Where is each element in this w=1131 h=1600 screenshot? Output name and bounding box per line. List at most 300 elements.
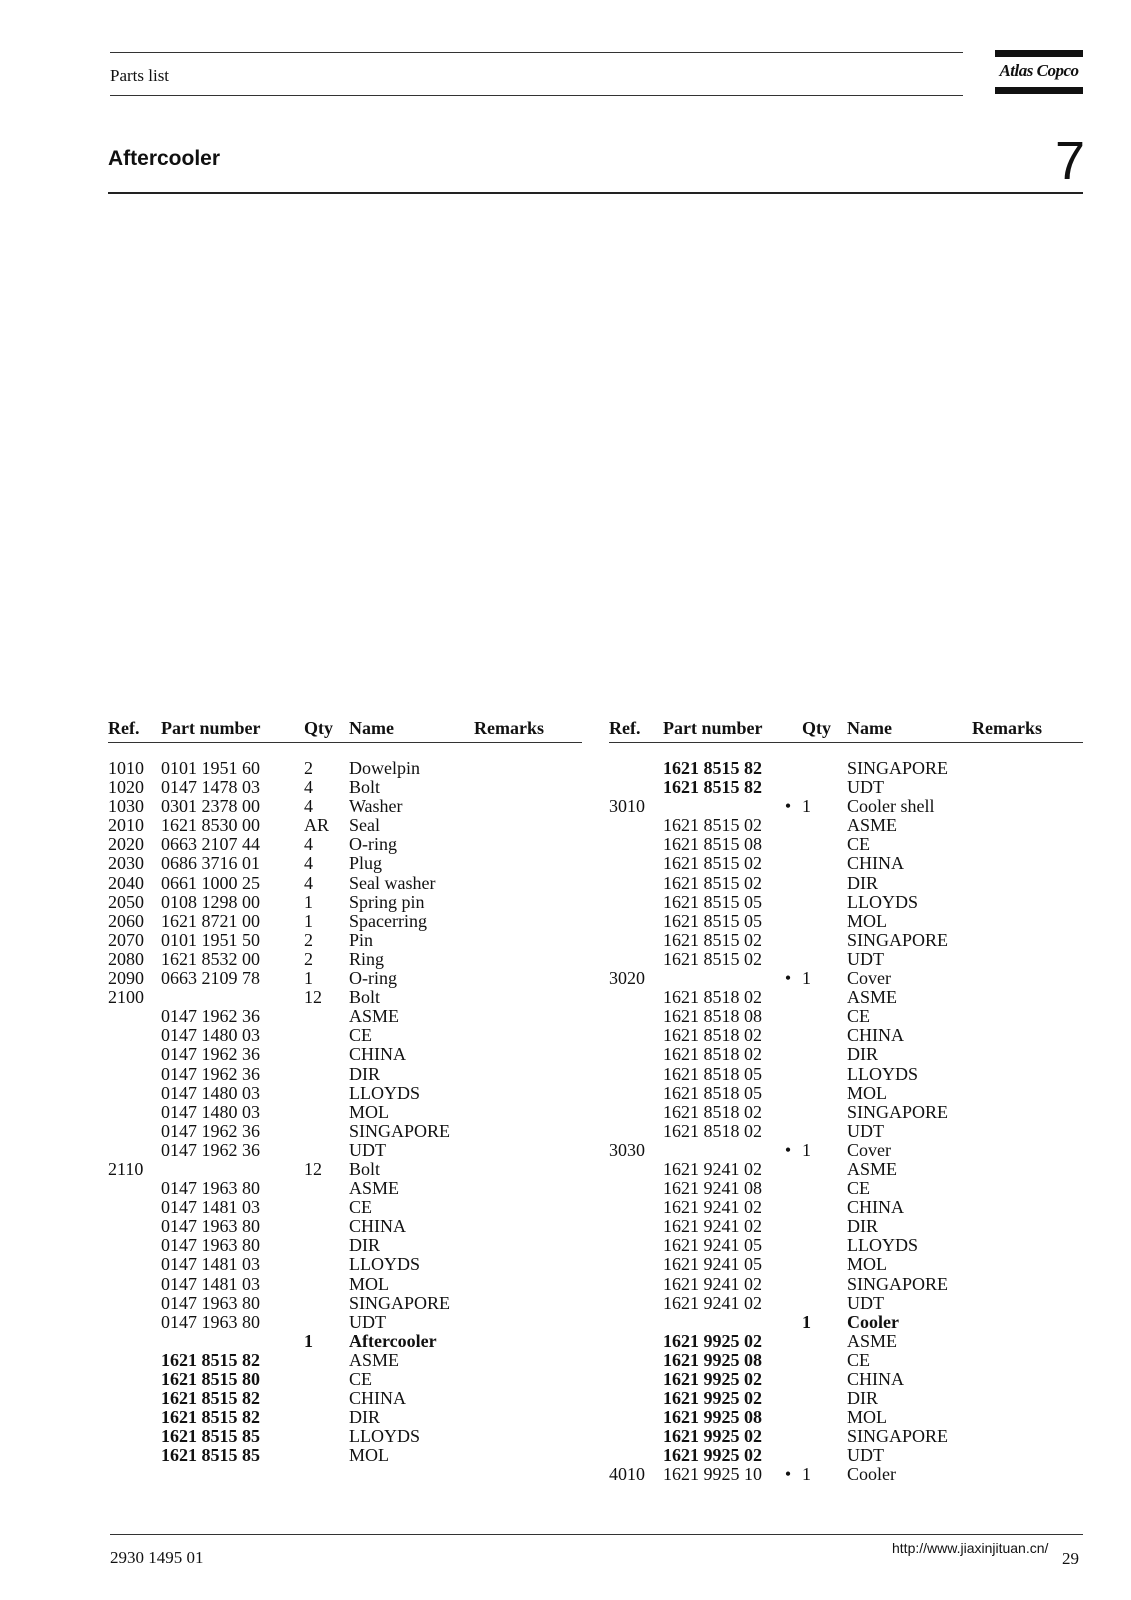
ref-cell bbox=[108, 1141, 161, 1160]
qty-cell bbox=[802, 759, 847, 778]
remarks-cell bbox=[972, 988, 1083, 1007]
ref-cell bbox=[609, 1160, 663, 1179]
ref-cell: 2030 bbox=[108, 853, 144, 874]
name-cell: CHINA bbox=[847, 1025, 904, 1046]
ref-cell bbox=[609, 1294, 663, 1313]
qty-cell bbox=[802, 1370, 847, 1389]
part-number-cell: 1621 8518 02 bbox=[663, 1025, 762, 1046]
part-number-cell: 1621 8518 05 bbox=[663, 1063, 762, 1084]
name-cell: CHINA bbox=[349, 1216, 406, 1237]
table-row bbox=[108, 1198, 582, 1217]
table-row bbox=[108, 797, 582, 816]
logo-top-bar bbox=[995, 50, 1083, 57]
table-row bbox=[609, 950, 1083, 969]
table-row bbox=[108, 1045, 582, 1064]
name-cell: LLOYDS bbox=[349, 1082, 420, 1103]
bullet-marker bbox=[774, 988, 802, 1007]
name-cell: MOL bbox=[349, 1101, 389, 1122]
table-row bbox=[108, 1408, 582, 1427]
name-cell: LLOYDS bbox=[847, 1235, 918, 1256]
table-row bbox=[609, 969, 1083, 988]
remarks-cell bbox=[474, 1427, 582, 1446]
remarks-cell bbox=[972, 1446, 1083, 1465]
table-row bbox=[609, 835, 1083, 854]
ref-cell bbox=[609, 1389, 663, 1408]
remarks-cell bbox=[474, 1045, 582, 1064]
qty-cell bbox=[304, 1084, 349, 1103]
col-header-qty: Qty bbox=[802, 718, 847, 743]
ref-cell bbox=[609, 1103, 663, 1122]
part-number-cell: 0147 1481 03 bbox=[161, 1273, 260, 1294]
table-row bbox=[108, 1122, 582, 1141]
name-cell: ASME bbox=[349, 1349, 400, 1370]
part-number-cell bbox=[663, 969, 774, 988]
remarks-cell bbox=[474, 1122, 582, 1141]
remarks-cell bbox=[972, 1026, 1083, 1045]
part-number-cell: 1621 8515 02 bbox=[663, 948, 762, 969]
part-number-cell: 1621 8518 05 bbox=[663, 1082, 762, 1103]
table-row bbox=[108, 1255, 582, 1274]
remarks-cell bbox=[474, 1198, 582, 1217]
qty-cell: 2 bbox=[304, 948, 313, 969]
ref-cell bbox=[108, 1294, 161, 1313]
table-row bbox=[108, 1275, 582, 1294]
col-header-ref: Ref. bbox=[108, 718, 161, 743]
col-header-remarks: Remarks bbox=[474, 718, 582, 743]
name-cell: ASME bbox=[847, 1330, 898, 1351]
name-cell: CHINA bbox=[349, 1044, 406, 1065]
remarks-cell bbox=[474, 797, 582, 816]
table-row bbox=[609, 1427, 1083, 1446]
part-number-cell: 1621 8515 82 bbox=[663, 777, 762, 798]
table-row bbox=[609, 1351, 1083, 1370]
name-cell: DIR bbox=[847, 872, 878, 893]
bullet-marker bbox=[774, 1408, 802, 1427]
qty-cell bbox=[304, 1408, 349, 1427]
remarks-cell bbox=[474, 1275, 582, 1294]
ref-cell: 2010 bbox=[108, 815, 144, 836]
table-row bbox=[609, 1408, 1083, 1427]
part-number-cell: 1621 8515 85 bbox=[161, 1445, 260, 1466]
qty-cell bbox=[802, 1236, 847, 1255]
name-cell: LLOYDS bbox=[349, 1254, 420, 1275]
name-cell: CE bbox=[847, 1178, 871, 1199]
qty-cell: 4 bbox=[304, 834, 313, 855]
remarks-cell bbox=[474, 988, 582, 1007]
table-row bbox=[108, 854, 582, 873]
ref-cell bbox=[609, 1255, 663, 1274]
table-row bbox=[609, 816, 1083, 835]
remarks-cell bbox=[972, 1313, 1083, 1332]
section-title-rule bbox=[108, 192, 1083, 194]
table-row bbox=[108, 1427, 582, 1446]
name-cell: ASME bbox=[349, 1178, 400, 1199]
name-cell: SINGAPORE bbox=[349, 1120, 451, 1141]
table-row bbox=[108, 778, 582, 797]
qty-cell: 1 bbox=[802, 1464, 811, 1485]
part-number-cell bbox=[663, 1141, 774, 1160]
qty-cell bbox=[802, 1122, 847, 1141]
table-row bbox=[108, 1179, 582, 1198]
qty-cell bbox=[304, 1103, 349, 1122]
part-number-cell: 1621 9925 02 bbox=[663, 1388, 762, 1409]
remarks-cell bbox=[972, 1141, 1083, 1160]
section-title: Aftercooler bbox=[108, 147, 221, 170]
ref-cell bbox=[609, 778, 663, 797]
name-cell: MOL bbox=[847, 1082, 887, 1103]
name-cell: MOL bbox=[847, 1254, 887, 1275]
ref-cell bbox=[609, 1198, 663, 1217]
table-row bbox=[108, 1103, 582, 1122]
remarks-cell bbox=[972, 931, 1083, 950]
ref-cell: 3020 bbox=[609, 968, 645, 989]
part-number-cell: 1621 9925 08 bbox=[663, 1349, 762, 1370]
bullet-marker bbox=[774, 1389, 802, 1408]
table-row bbox=[108, 988, 582, 1007]
bullet-marker bbox=[774, 1217, 802, 1236]
remarks-cell bbox=[972, 1045, 1083, 1064]
name-cell: CE bbox=[847, 1349, 871, 1370]
remarks-cell bbox=[474, 1103, 582, 1122]
qty-cell bbox=[802, 1084, 847, 1103]
qty-cell bbox=[304, 1065, 349, 1084]
ref-cell bbox=[609, 874, 663, 893]
ref-cell bbox=[108, 1179, 161, 1198]
name-cell: DIR bbox=[847, 1388, 878, 1409]
name-cell: Washer bbox=[349, 796, 403, 817]
table-row bbox=[108, 1389, 582, 1408]
bullet-marker: • bbox=[784, 968, 792, 989]
ref-cell bbox=[609, 912, 663, 931]
name-cell: CE bbox=[349, 1025, 373, 1046]
remarks-cell bbox=[972, 893, 1083, 912]
ref-cell bbox=[609, 1045, 663, 1064]
qty-cell bbox=[304, 1255, 349, 1274]
ref-cell bbox=[609, 835, 663, 854]
table-row bbox=[108, 1351, 582, 1370]
col-header-qty: Qty bbox=[304, 718, 349, 743]
table-row bbox=[609, 759, 1083, 778]
qty-cell bbox=[802, 1065, 847, 1084]
parts-table-right bbox=[609, 718, 1083, 1485]
table-row bbox=[609, 1332, 1083, 1351]
bullet-marker bbox=[774, 1446, 802, 1465]
qty-cell bbox=[802, 1045, 847, 1064]
remarks-cell bbox=[972, 1217, 1083, 1236]
bullet-marker bbox=[774, 1275, 802, 1294]
part-number-cell: 1621 8515 05 bbox=[663, 891, 762, 912]
bullet-marker bbox=[774, 1122, 802, 1141]
ref-cell: 4010 bbox=[609, 1464, 645, 1485]
header-top-rule bbox=[110, 52, 963, 53]
remarks-cell bbox=[972, 816, 1083, 835]
part-number-cell: 0147 1480 03 bbox=[161, 1025, 260, 1046]
name-cell: O-ring bbox=[349, 834, 397, 855]
name-cell: DIR bbox=[349, 1235, 380, 1256]
ref-cell bbox=[108, 1370, 161, 1389]
part-number-cell: 1621 9925 02 bbox=[663, 1445, 762, 1466]
name-cell: Spring pin bbox=[349, 891, 425, 912]
table-row bbox=[609, 1065, 1083, 1084]
ref-cell bbox=[609, 1179, 663, 1198]
qty-cell bbox=[802, 1332, 847, 1351]
name-cell: Plug bbox=[349, 853, 383, 874]
remarks-cell bbox=[972, 1198, 1083, 1217]
part-number-cell: 1621 9241 02 bbox=[663, 1292, 762, 1313]
part-number-cell: 0147 1962 36 bbox=[161, 1006, 260, 1027]
ref-cell bbox=[108, 1236, 161, 1255]
table-row bbox=[108, 912, 582, 931]
table-row bbox=[108, 1313, 582, 1332]
bullet-marker bbox=[774, 950, 802, 969]
name-cell: Spacerring bbox=[349, 910, 427, 931]
name-cell: SINGAPORE bbox=[847, 1273, 949, 1294]
table-row bbox=[108, 816, 582, 835]
name-cell: Pin bbox=[349, 929, 374, 950]
name-cell: ASME bbox=[847, 1158, 898, 1179]
name-cell: MOL bbox=[847, 910, 887, 931]
table-row bbox=[108, 1160, 582, 1179]
ref-cell bbox=[609, 759, 663, 778]
remarks-cell bbox=[474, 1179, 582, 1198]
ref-cell bbox=[108, 1217, 161, 1236]
ref-cell bbox=[609, 1332, 663, 1351]
qty-cell bbox=[802, 1389, 847, 1408]
table-row bbox=[108, 931, 582, 950]
qty-cell: 1 bbox=[802, 1311, 811, 1332]
part-number-cell: 1621 9241 02 bbox=[663, 1273, 762, 1294]
ref-cell bbox=[108, 1007, 161, 1026]
part-number-cell: 1621 8515 80 bbox=[161, 1369, 260, 1389]
part-number-cell bbox=[161, 988, 304, 1007]
remarks-cell bbox=[474, 1294, 582, 1313]
name-cell: Cover bbox=[847, 968, 891, 989]
name-cell: ASME bbox=[847, 815, 898, 836]
qty-cell bbox=[304, 1236, 349, 1255]
name-cell: LLOYDS bbox=[349, 1426, 420, 1447]
qty-cell bbox=[802, 931, 847, 950]
qty-cell bbox=[802, 778, 847, 797]
part-number-cell: 1621 9925 10 bbox=[663, 1464, 762, 1485]
header-label: Parts list bbox=[110, 66, 170, 85]
bullet-marker: • bbox=[784, 796, 792, 817]
qty-cell bbox=[304, 1007, 349, 1026]
ref-cell bbox=[108, 1408, 161, 1427]
name-cell: Aftercooler bbox=[349, 1330, 437, 1351]
name-cell: UDT bbox=[349, 1311, 386, 1332]
qty-cell bbox=[304, 1351, 349, 1370]
part-number-cell: 1621 8515 82 bbox=[663, 758, 762, 778]
qty-cell bbox=[304, 1217, 349, 1236]
table-row bbox=[609, 1236, 1083, 1255]
header-bottom-rule bbox=[110, 95, 963, 96]
name-cell: CE bbox=[349, 1197, 373, 1218]
bullet-marker bbox=[774, 1065, 802, 1084]
name-cell: SINGAPORE bbox=[349, 1292, 451, 1313]
remarks-cell bbox=[474, 1026, 582, 1045]
table-row bbox=[609, 1103, 1083, 1122]
bullet-marker bbox=[774, 1236, 802, 1255]
remarks-cell bbox=[972, 1465, 1083, 1484]
remarks-cell bbox=[474, 1160, 582, 1179]
remarks-cell bbox=[474, 969, 582, 988]
remarks-cell bbox=[474, 931, 582, 950]
table-row bbox=[108, 835, 582, 854]
table-row bbox=[108, 1026, 582, 1045]
bullet-marker bbox=[774, 1160, 802, 1179]
ref-cell bbox=[609, 988, 663, 1007]
table-row bbox=[108, 1370, 582, 1389]
table-row bbox=[609, 778, 1083, 797]
ref-cell bbox=[609, 1427, 663, 1446]
remarks-cell bbox=[474, 1446, 582, 1465]
remarks-cell bbox=[972, 1370, 1083, 1389]
qty-cell: 1 bbox=[802, 796, 811, 817]
part-number-cell bbox=[663, 1313, 774, 1332]
table-row bbox=[609, 893, 1083, 912]
table-row bbox=[609, 988, 1083, 1007]
name-cell: ASME bbox=[847, 987, 898, 1008]
bullet-marker bbox=[774, 1351, 802, 1370]
qty-cell bbox=[304, 1179, 349, 1198]
logo-bottom-bar bbox=[995, 87, 1083, 94]
bullet-marker bbox=[774, 1179, 802, 1198]
part-number-cell: 0147 1478 03 bbox=[161, 777, 260, 798]
part-number-cell: 0147 1481 03 bbox=[161, 1254, 260, 1275]
qty-cell bbox=[304, 1141, 349, 1160]
part-number-cell bbox=[663, 797, 774, 816]
part-number-cell: 0147 1963 80 bbox=[161, 1178, 260, 1199]
part-number-cell: 1621 9241 08 bbox=[663, 1178, 762, 1199]
footer-rule bbox=[110, 1534, 1083, 1535]
part-number-cell bbox=[161, 1160, 304, 1179]
qty-cell bbox=[802, 1351, 847, 1370]
table-header-row bbox=[108, 718, 582, 743]
table-row bbox=[609, 1275, 1083, 1294]
remarks-cell bbox=[474, 874, 582, 893]
col-header-part-number: Part number bbox=[161, 718, 304, 743]
qty-cell bbox=[802, 1217, 847, 1236]
part-number-cell: 1621 8515 02 bbox=[663, 853, 762, 874]
part-number-cell: 0108 1298 00 bbox=[161, 891, 260, 912]
part-number-cell bbox=[161, 1332, 304, 1351]
part-number-cell: 1621 8518 02 bbox=[663, 1120, 762, 1141]
remarks-cell bbox=[972, 1389, 1083, 1408]
bullet-marker bbox=[774, 1103, 802, 1122]
part-number-cell: 1621 9241 02 bbox=[663, 1158, 762, 1179]
ref-cell: 1020 bbox=[108, 777, 144, 798]
remarks-cell bbox=[972, 1255, 1083, 1274]
table-row bbox=[108, 874, 582, 893]
table-row bbox=[108, 1294, 582, 1313]
qty-cell bbox=[304, 1122, 349, 1141]
part-number-cell: 1621 8518 02 bbox=[663, 1044, 762, 1065]
part-number-cell: 1621 8515 05 bbox=[663, 910, 762, 931]
part-number-cell: 0147 1962 36 bbox=[161, 1044, 260, 1065]
name-cell: Seal washer bbox=[349, 872, 436, 893]
bullet-marker bbox=[774, 1294, 802, 1313]
ref-cell bbox=[609, 1026, 663, 1045]
remarks-cell bbox=[972, 969, 1083, 988]
ref-cell bbox=[609, 1408, 663, 1427]
name-cell: Ring bbox=[349, 948, 385, 969]
col-header-name: Name bbox=[349, 718, 474, 743]
remarks-cell bbox=[474, 835, 582, 854]
part-number-cell: 1621 9241 05 bbox=[663, 1235, 762, 1256]
col-header-part-number: Part number bbox=[663, 718, 802, 743]
name-cell: Cooler bbox=[847, 1464, 896, 1485]
remarks-cell bbox=[474, 950, 582, 969]
ref-cell bbox=[609, 816, 663, 835]
parts-table-left bbox=[108, 718, 582, 1465]
remarks-cell bbox=[972, 1236, 1083, 1255]
table-row bbox=[609, 931, 1083, 950]
remarks-cell bbox=[474, 1255, 582, 1274]
name-cell: MOL bbox=[349, 1445, 389, 1466]
qty-cell bbox=[304, 1198, 349, 1217]
qty-cell bbox=[304, 1275, 349, 1294]
name-cell: CE bbox=[847, 834, 871, 855]
table-header-row bbox=[609, 718, 1083, 743]
table-row bbox=[609, 797, 1083, 816]
qty-cell: AR bbox=[304, 815, 330, 836]
qty-cell bbox=[802, 1179, 847, 1198]
part-number-cell: 1621 8515 02 bbox=[663, 815, 762, 836]
name-cell: MOL bbox=[847, 1407, 887, 1428]
bullet-marker bbox=[774, 1007, 802, 1026]
name-cell: Bolt bbox=[349, 987, 381, 1008]
table-row bbox=[108, 1332, 582, 1351]
ref-cell: 1030 bbox=[108, 796, 144, 817]
table-row bbox=[609, 1026, 1083, 1045]
part-number-cell: 1621 8721 00 bbox=[161, 910, 260, 931]
bullet-marker bbox=[774, 1198, 802, 1217]
bullet-marker bbox=[774, 759, 802, 778]
table-row bbox=[609, 912, 1083, 931]
qty-cell: 4 bbox=[304, 872, 313, 893]
qty-cell bbox=[802, 950, 847, 969]
remarks-cell bbox=[972, 1179, 1083, 1198]
qty-cell: 1 bbox=[802, 1139, 811, 1160]
ref-cell: 2020 bbox=[108, 834, 144, 855]
bullet-marker bbox=[774, 1045, 802, 1064]
bullet-marker bbox=[774, 1370, 802, 1389]
remarks-cell bbox=[474, 816, 582, 835]
remarks-cell bbox=[474, 1313, 582, 1332]
name-cell: SINGAPORE bbox=[847, 929, 949, 950]
name-cell: LLOYDS bbox=[847, 891, 918, 912]
bullet-marker bbox=[774, 893, 802, 912]
bullet-marker bbox=[774, 1313, 802, 1332]
ref-cell: 2090 bbox=[108, 968, 144, 989]
ref-cell bbox=[609, 1313, 663, 1332]
ref-cell bbox=[609, 1275, 663, 1294]
remarks-cell bbox=[972, 778, 1083, 797]
table-row bbox=[609, 1294, 1083, 1313]
remarks-cell bbox=[972, 759, 1083, 778]
remarks-cell bbox=[474, 1236, 582, 1255]
name-cell: Bolt bbox=[349, 777, 381, 798]
table-row bbox=[609, 1007, 1083, 1026]
table-row bbox=[609, 1179, 1083, 1198]
name-cell: DIR bbox=[349, 1407, 380, 1428]
ref-cell bbox=[609, 893, 663, 912]
table-row bbox=[108, 1007, 582, 1026]
ref-cell: 2080 bbox=[108, 948, 144, 969]
part-number-cell: 0101 1951 50 bbox=[161, 929, 260, 950]
ref-cell bbox=[609, 1007, 663, 1026]
remarks-cell bbox=[474, 1065, 582, 1084]
